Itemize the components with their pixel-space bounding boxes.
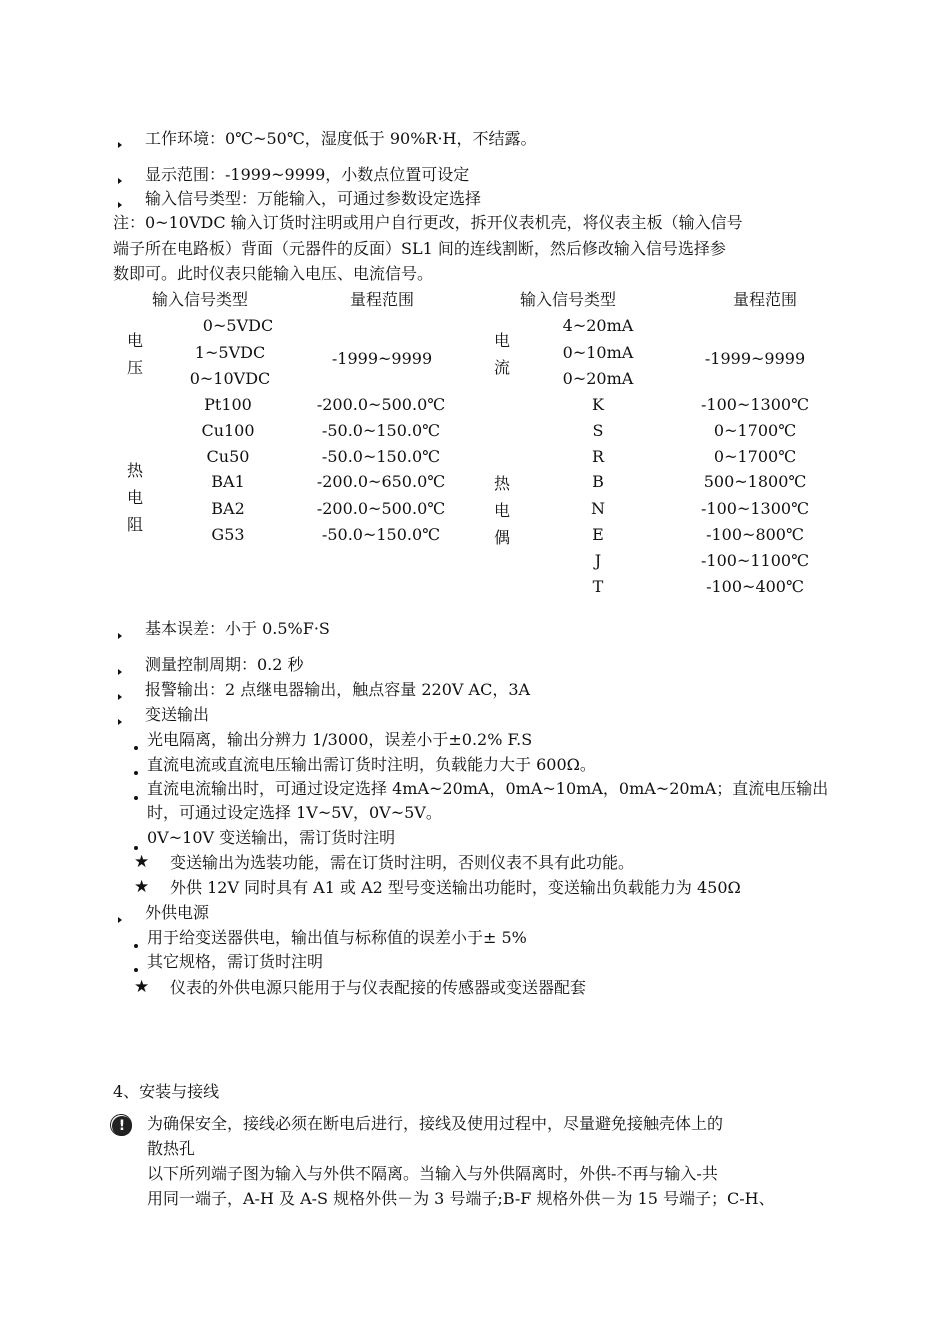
- transmit-item: 直流电流输出时，可通过设定选择 4mA~20mA，0mA~10mA，0mA~20mA；直流电压输出: [147, 779, 829, 798]
- install-line: 以下所列端子图为输入与外供不隔离。当输入与外供隔离时，外供-不再与输入-共: [147, 1164, 718, 1183]
- bullet-dot-icon: [134, 771, 138, 775]
- spec-work-env: 工作环境：0℃~50℃，湿度低于 90%R·H，不结露。: [145, 129, 537, 148]
- current-range: -1999~9999: [704, 349, 806, 368]
- tc-type: J: [594, 551, 602, 570]
- current-label: 电流: [493, 331, 510, 377]
- rtd-label: 热电阻: [126, 461, 143, 534]
- power-item: 用于给变送器供电，输出值与标称值的误差小于± 5%: [147, 928, 527, 947]
- spec-cycle: 测量控制周期：0.2 秒: [145, 655, 304, 674]
- thermocouple-label: 热电偶: [493, 474, 510, 547]
- power-star-note: 仪表的外供电源只能用于与仪表配接的传感器或变送器配套: [170, 978, 587, 997]
- star-icon: ★: [134, 852, 150, 872]
- voltage-type: 0~10VDC: [189, 369, 271, 388]
- tc-range: -100~400℃: [706, 577, 804, 596]
- transmit-star-note: 变送输出为选装功能，需在订货时注明，否则仪表不具有此功能。: [170, 853, 635, 872]
- transmit-item: 直流电流或直流电压输出需订货时注明，负载能力大于 600Ω。: [147, 755, 596, 774]
- rtd-type: Pt100: [204, 395, 252, 414]
- transmit-star-note: 外供 12V 同时具有 A1 或 A2 型号变送输出功能时，变送输出负载能力为 450Ω: [170, 878, 741, 897]
- rtd-range: -50.0~150.0℃: [321, 525, 441, 544]
- note-line: 数即可。此时仪表只能输入电压、电流信号。: [113, 264, 434, 283]
- tc-type: B: [592, 472, 604, 491]
- star-icon: ★: [134, 877, 150, 897]
- tc-range: 0~1700℃: [713, 421, 797, 440]
- bullet-arrow-icon: [118, 917, 122, 923]
- tc-range: 500~1800℃: [703, 472, 807, 491]
- rtd-range: -50.0~150.0℃: [321, 447, 441, 466]
- rtd-type: Cu100: [201, 421, 255, 440]
- voltage-range: -1999~9999: [331, 349, 433, 368]
- bullet-dot-icon: [134, 944, 138, 948]
- bullet-arrow-icon: [118, 719, 122, 725]
- voltage-type: 0~5VDC: [202, 316, 274, 335]
- current-type: 0~10mA: [562, 343, 634, 362]
- table-header: 量程范围: [732, 290, 797, 309]
- bullet-arrow-icon: [118, 142, 122, 148]
- install-line: 散热孔: [147, 1139, 196, 1158]
- spec-input-type: 输入信号类型：万能输入，可通过参数设定选择: [145, 189, 482, 208]
- bullet-dot-icon: [134, 796, 138, 800]
- rtd-type: Cu50: [206, 447, 250, 466]
- tc-range: -100~1300℃: [701, 395, 809, 414]
- tc-range: 0~1700℃: [713, 447, 797, 466]
- section-title: 4、安装与接线: [113, 1082, 220, 1101]
- bullet-dot-icon: [134, 968, 138, 972]
- note-line: 端子所在电路板）背面（元器件的反面）SL1 间的连线割断，然后修改输入信号选择参: [113, 239, 726, 258]
- rtd-range: -50.0~150.0℃: [321, 421, 441, 440]
- rtd-type: G53: [211, 525, 245, 544]
- tc-type: T: [592, 577, 604, 596]
- voltage-type: 1~5VDC: [194, 343, 266, 362]
- voltage-label: 电压: [126, 331, 143, 377]
- bullet-arrow-icon: [118, 633, 122, 639]
- tc-type: S: [592, 421, 604, 440]
- install-line: 为确保安全，接线必须在断电后进行，接线及使用过程中，尽量避免接触壳体上的: [147, 1114, 724, 1133]
- rtd-range: -200.0~500.0℃: [316, 499, 446, 518]
- install-line: 用同一端子，A-H 及 A-S 规格外供－为 3 号端子;B-F 规格外供－为 15 号端子；C-H、: [147, 1189, 775, 1208]
- table-header: 输入信号类型: [519, 290, 616, 309]
- tc-type: N: [591, 499, 605, 518]
- rtd-type: BA2: [211, 499, 245, 518]
- transmit-item-cont: 时，可通过设定选择 1V~5V，0V~5V。: [147, 803, 442, 822]
- tc-range: -100~800℃: [706, 525, 804, 544]
- spec-alarm: 报警输出：2 点继电器输出，触点容量 220V AC，3A: [145, 680, 531, 699]
- current-type: 4~20mA: [562, 316, 634, 335]
- current-type: 0~20mA: [562, 369, 634, 388]
- tc-type: K: [592, 395, 604, 414]
- bullet-arrow-icon: [118, 669, 122, 675]
- power-title: 外供电源: [145, 903, 210, 922]
- bullet-dot-icon: [134, 846, 138, 850]
- transmit-item: 0V~10V 变送输出，需订货时注明: [147, 828, 396, 847]
- rtd-type: BA1: [211, 472, 245, 491]
- power-item: 其它规格，需订货时注明: [147, 952, 324, 971]
- tc-type: E: [592, 525, 604, 544]
- spec-display-range: 显示范围：-1999~9999，小数点位置可设定: [145, 165, 470, 184]
- warning-icon: !: [112, 1116, 132, 1136]
- spec-transmit: 变送输出: [145, 705, 210, 724]
- table-header: 量程范围: [349, 290, 414, 309]
- rtd-range: -200.0~650.0℃: [316, 472, 446, 491]
- spec-basic-error: 基本误差：小于 0.5%F·S: [145, 619, 330, 638]
- tc-range: -100~1300℃: [701, 499, 809, 518]
- bullet-dot-icon: [134, 746, 138, 750]
- rtd-range: -200.0~500.0℃: [316, 395, 446, 414]
- note-line: 注：0~10VDC 输入订货时注明或用户自行更改，拆开仪表机壳，将仪表主板（输入信号: [113, 213, 743, 232]
- tc-type: R: [591, 447, 605, 466]
- table-header: 输入信号类型: [151, 290, 248, 309]
- bullet-arrow-icon: [118, 694, 122, 700]
- bullet-arrow-icon: [118, 202, 122, 208]
- star-icon: ★: [134, 977, 150, 997]
- transmit-item: 光电隔离，输出分辨力 1/3000，误差小于±0.2% F.S: [147, 730, 533, 749]
- bullet-arrow-icon: [118, 178, 122, 184]
- tc-range: -100~1100℃: [701, 551, 809, 570]
